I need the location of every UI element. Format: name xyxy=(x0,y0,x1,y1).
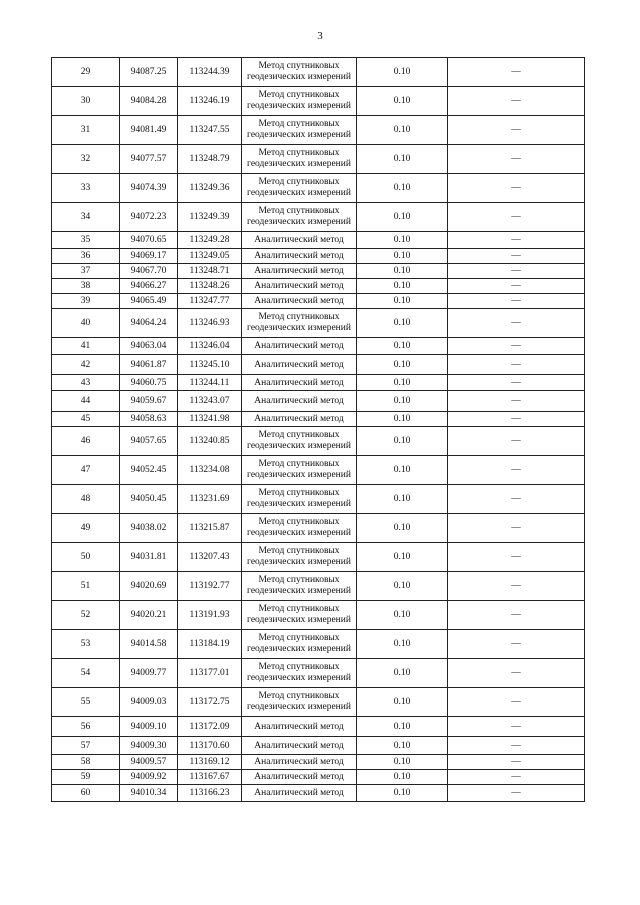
accuracy-cell: 0.10 xyxy=(357,249,448,264)
y-coordinate-cell: 113240.85 xyxy=(178,427,242,456)
method-cell: Метод спутниковых геодезических измерений xyxy=(242,543,357,572)
x-coordinate-cell: 94052.45 xyxy=(120,456,178,485)
table-row xyxy=(52,355,585,375)
x-coordinate-cell: 94010.34 xyxy=(120,785,178,802)
table-row xyxy=(52,543,585,572)
point-number-cell: 34 xyxy=(52,203,120,232)
extra-cell: — xyxy=(448,375,585,391)
x-coordinate-cell: 94031.81 xyxy=(120,543,178,572)
y-coordinate-cell: 113248.79 xyxy=(178,145,242,174)
table-row xyxy=(52,770,585,785)
point-number-cell: 43 xyxy=(52,375,120,391)
x-coordinate-cell: 94009.03 xyxy=(120,688,178,717)
method-cell: Метод спутниковых геодезических измерений xyxy=(242,630,357,659)
point-number-cell: 50 xyxy=(52,543,120,572)
point-number-cell: 38 xyxy=(52,279,120,294)
method-cell: Метод спутниковых геодезических измерений xyxy=(242,116,357,145)
x-coordinate-cell: 94070.65 xyxy=(120,232,178,249)
table-row xyxy=(52,338,585,355)
table-row xyxy=(52,717,585,737)
method-cell: Метод спутниковых геодезических измерений xyxy=(242,58,357,87)
accuracy-cell: 0.10 xyxy=(357,264,448,279)
extra-cell: — xyxy=(448,485,585,514)
extra-cell: — xyxy=(448,249,585,264)
method-cell: Метод спутниковых геодезических измерений xyxy=(242,203,357,232)
table-row xyxy=(52,391,585,412)
y-coordinate-cell: 113207.43 xyxy=(178,543,242,572)
table-row xyxy=(52,630,585,659)
x-coordinate-cell: 94057.65 xyxy=(120,427,178,456)
method-cell: Метод спутниковых геодезических измерений xyxy=(242,174,357,203)
accuracy-cell: 0.10 xyxy=(357,355,448,375)
point-number-cell: 30 xyxy=(52,87,120,116)
y-coordinate-cell: 113249.36 xyxy=(178,174,242,203)
table-row xyxy=(52,601,585,630)
y-coordinate-cell: 113231.69 xyxy=(178,485,242,514)
method-cell: Метод спутниковых геодезических измерений xyxy=(242,514,357,543)
coordinates-table xyxy=(51,57,585,802)
table-row xyxy=(52,279,585,294)
x-coordinate-cell: 94020.21 xyxy=(120,601,178,630)
accuracy-cell: 0.10 xyxy=(357,203,448,232)
extra-cell: — xyxy=(448,630,585,659)
table-row xyxy=(52,688,585,717)
extra-cell: — xyxy=(448,770,585,785)
extra-cell: — xyxy=(448,737,585,755)
point-number-cell: 29 xyxy=(52,58,120,87)
table-row xyxy=(52,58,585,87)
y-coordinate-cell: 113191.93 xyxy=(178,601,242,630)
x-coordinate-cell: 94066.27 xyxy=(120,279,178,294)
y-coordinate-cell: 113172.75 xyxy=(178,688,242,717)
point-number-cell: 44 xyxy=(52,391,120,412)
x-coordinate-cell: 94050.45 xyxy=(120,485,178,514)
x-coordinate-cell: 94069.17 xyxy=(120,249,178,264)
point-number-cell: 54 xyxy=(52,659,120,688)
extra-cell: — xyxy=(448,412,585,427)
method-cell: Аналитический метод xyxy=(242,737,357,755)
method-cell: Аналитический метод xyxy=(242,391,357,412)
table-row xyxy=(52,785,585,802)
method-cell: Метод спутниковых геодезических измерений xyxy=(242,572,357,601)
x-coordinate-cell: 94009.92 xyxy=(120,770,178,785)
y-coordinate-cell: 113170.60 xyxy=(178,737,242,755)
point-number-cell: 37 xyxy=(52,264,120,279)
table-row xyxy=(52,203,585,232)
extra-cell: — xyxy=(448,717,585,737)
point-number-cell: 56 xyxy=(52,717,120,737)
accuracy-cell: 0.10 xyxy=(357,412,448,427)
y-coordinate-cell: 113192.77 xyxy=(178,572,242,601)
method-cell: Метод спутниковых геодезических измерений xyxy=(242,87,357,116)
extra-cell: — xyxy=(448,279,585,294)
x-coordinate-cell: 94061.87 xyxy=(120,355,178,375)
x-coordinate-cell: 94081.49 xyxy=(120,116,178,145)
y-coordinate-cell: 113247.77 xyxy=(178,294,242,309)
extra-cell: — xyxy=(448,116,585,145)
y-coordinate-cell: 113248.71 xyxy=(178,264,242,279)
x-coordinate-cell: 94065.49 xyxy=(120,294,178,309)
accuracy-cell: 0.10 xyxy=(357,427,448,456)
accuracy-cell: 0.10 xyxy=(357,338,448,355)
accuracy-cell: 0.10 xyxy=(357,737,448,755)
accuracy-cell: 0.10 xyxy=(357,688,448,717)
x-coordinate-cell: 94074.39 xyxy=(120,174,178,203)
accuracy-cell: 0.10 xyxy=(357,659,448,688)
extra-cell: — xyxy=(448,659,585,688)
table-row xyxy=(52,456,585,485)
method-cell: Аналитический метод xyxy=(242,355,357,375)
extra-cell: — xyxy=(448,391,585,412)
table-row xyxy=(52,737,585,755)
method-cell: Аналитический метод xyxy=(242,249,357,264)
accuracy-cell: 0.10 xyxy=(357,375,448,391)
y-coordinate-cell: 113244.11 xyxy=(178,375,242,391)
extra-cell: — xyxy=(448,755,585,770)
x-coordinate-cell: 94009.57 xyxy=(120,755,178,770)
table-row xyxy=(52,427,585,456)
extra-cell: — xyxy=(448,688,585,717)
table-row xyxy=(52,514,585,543)
x-coordinate-cell: 94077.57 xyxy=(120,145,178,174)
accuracy-cell: 0.10 xyxy=(357,755,448,770)
x-coordinate-cell: 94009.10 xyxy=(120,717,178,737)
x-coordinate-cell: 94063.04 xyxy=(120,338,178,355)
x-coordinate-cell: 94038.02 xyxy=(120,514,178,543)
x-coordinate-cell: 94087.25 xyxy=(120,58,178,87)
method-cell: Аналитический метод xyxy=(242,785,357,802)
point-number-cell: 32 xyxy=(52,145,120,174)
x-coordinate-cell: 94020.69 xyxy=(120,572,178,601)
y-coordinate-cell: 113248.26 xyxy=(178,279,242,294)
accuracy-cell: 0.10 xyxy=(357,630,448,659)
x-coordinate-cell: 94084.28 xyxy=(120,87,178,116)
y-coordinate-cell: 113246.93 xyxy=(178,309,242,338)
extra-cell: — xyxy=(448,264,585,279)
method-cell: Метод спутниковых геодезических измерений xyxy=(242,601,357,630)
point-number-cell: 51 xyxy=(52,572,120,601)
accuracy-cell: 0.10 xyxy=(357,116,448,145)
accuracy-cell: 0.10 xyxy=(357,87,448,116)
point-number-cell: 57 xyxy=(52,737,120,755)
extra-cell: — xyxy=(448,294,585,309)
method-cell: Аналитический метод xyxy=(242,412,357,427)
accuracy-cell: 0.10 xyxy=(357,572,448,601)
method-cell: Метод спутниковых геодезических измерений xyxy=(242,427,357,456)
x-coordinate-cell: 94060.75 xyxy=(120,375,178,391)
point-number-cell: 60 xyxy=(52,785,120,802)
table-row xyxy=(52,659,585,688)
y-coordinate-cell: 113249.28 xyxy=(178,232,242,249)
method-cell: Аналитический метод xyxy=(242,375,357,391)
extra-cell: — xyxy=(448,514,585,543)
method-cell: Метод спутниковых геодезических измерений xyxy=(242,659,357,688)
x-coordinate-cell: 94067.70 xyxy=(120,264,178,279)
point-number-cell: 58 xyxy=(52,755,120,770)
y-coordinate-cell: 113234.08 xyxy=(178,456,242,485)
extra-cell: — xyxy=(448,572,585,601)
table-row xyxy=(52,249,585,264)
point-number-cell: 35 xyxy=(52,232,120,249)
method-cell: Метод спутниковых геодезических измерений xyxy=(242,456,357,485)
table-row xyxy=(52,232,585,249)
y-coordinate-cell: 113177.01 xyxy=(178,659,242,688)
extra-cell: — xyxy=(448,232,585,249)
method-cell: Аналитический метод xyxy=(242,770,357,785)
y-coordinate-cell: 113172.09 xyxy=(178,717,242,737)
extra-cell: — xyxy=(448,203,585,232)
y-coordinate-cell: 113241.98 xyxy=(178,412,242,427)
y-coordinate-cell: 113246.19 xyxy=(178,87,242,116)
point-number-cell: 47 xyxy=(52,456,120,485)
extra-cell: — xyxy=(448,456,585,485)
extra-cell: — xyxy=(448,145,585,174)
table-row xyxy=(52,174,585,203)
point-number-cell: 40 xyxy=(52,309,120,338)
extra-cell: — xyxy=(448,58,585,87)
y-coordinate-cell: 113246.04 xyxy=(178,338,242,355)
accuracy-cell: 0.10 xyxy=(357,456,448,485)
method-cell: Аналитический метод xyxy=(242,279,357,294)
point-number-cell: 53 xyxy=(52,630,120,659)
point-number-cell: 36 xyxy=(52,249,120,264)
point-number-cell: 49 xyxy=(52,514,120,543)
x-coordinate-cell: 94064.24 xyxy=(120,309,178,338)
x-coordinate-cell: 94009.77 xyxy=(120,659,178,688)
point-number-cell: 59 xyxy=(52,770,120,785)
accuracy-cell: 0.10 xyxy=(357,717,448,737)
method-cell: Метод спутниковых геодезических измерений xyxy=(242,485,357,514)
y-coordinate-cell: 113244.39 xyxy=(178,58,242,87)
accuracy-cell: 0.10 xyxy=(357,485,448,514)
point-number-cell: 55 xyxy=(52,688,120,717)
accuracy-cell: 0.10 xyxy=(357,174,448,203)
extra-cell: — xyxy=(448,427,585,456)
point-number-cell: 46 xyxy=(52,427,120,456)
extra-cell: — xyxy=(448,355,585,375)
extra-cell: — xyxy=(448,785,585,802)
y-coordinate-cell: 113247.55 xyxy=(178,116,242,145)
x-coordinate-cell: 94059.67 xyxy=(120,391,178,412)
table-row xyxy=(52,87,585,116)
point-number-cell: 33 xyxy=(52,174,120,203)
method-cell: Аналитический метод xyxy=(242,755,357,770)
y-coordinate-cell: 113249.05 xyxy=(178,249,242,264)
method-cell: Метод спутниковых геодезических измерений xyxy=(242,688,357,717)
point-number-cell: 45 xyxy=(52,412,120,427)
point-number-cell: 42 xyxy=(52,355,120,375)
y-coordinate-cell: 113215.87 xyxy=(178,514,242,543)
table-row xyxy=(52,755,585,770)
x-coordinate-cell: 94014.58 xyxy=(120,630,178,659)
table-row xyxy=(52,485,585,514)
method-cell: Аналитический метод xyxy=(242,294,357,309)
table-row xyxy=(52,375,585,391)
y-coordinate-cell: 113249.39 xyxy=(178,203,242,232)
y-coordinate-cell: 113243.07 xyxy=(178,391,242,412)
table-row xyxy=(52,145,585,174)
point-number-cell: 31 xyxy=(52,116,120,145)
accuracy-cell: 0.10 xyxy=(357,294,448,309)
method-cell: Метод спутниковых геодезических измерений xyxy=(242,309,357,338)
accuracy-cell: 0.10 xyxy=(357,543,448,572)
method-cell: Аналитический метод xyxy=(242,232,357,249)
coordinates-table-body xyxy=(52,58,585,802)
extra-cell: — xyxy=(448,543,585,572)
table-row xyxy=(52,116,585,145)
extra-cell: — xyxy=(448,174,585,203)
extra-cell: — xyxy=(448,309,585,338)
accuracy-cell: 0.10 xyxy=(357,58,448,87)
accuracy-cell: 0.10 xyxy=(357,391,448,412)
extra-cell: — xyxy=(448,338,585,355)
accuracy-cell: 0.10 xyxy=(357,309,448,338)
accuracy-cell: 0.10 xyxy=(357,232,448,249)
table-row xyxy=(52,412,585,427)
point-number-cell: 39 xyxy=(52,294,120,309)
y-coordinate-cell: 113166.23 xyxy=(178,785,242,802)
method-cell: Метод спутниковых геодезических измерений xyxy=(242,145,357,174)
y-coordinate-cell: 113169.12 xyxy=(178,755,242,770)
table-row xyxy=(52,309,585,338)
point-number-cell: 48 xyxy=(52,485,120,514)
y-coordinate-cell: 113167.67 xyxy=(178,770,242,785)
x-coordinate-cell: 94058.63 xyxy=(120,412,178,427)
point-number-cell: 52 xyxy=(52,601,120,630)
accuracy-cell: 0.10 xyxy=(357,601,448,630)
accuracy-cell: 0.10 xyxy=(357,785,448,802)
table-row xyxy=(52,294,585,309)
method-cell: Аналитический метод xyxy=(242,717,357,737)
extra-cell: — xyxy=(448,87,585,116)
x-coordinate-cell: 94072.23 xyxy=(120,203,178,232)
accuracy-cell: 0.10 xyxy=(357,279,448,294)
table-row xyxy=(52,264,585,279)
accuracy-cell: 0.10 xyxy=(357,145,448,174)
x-coordinate-cell: 94009.30 xyxy=(120,737,178,755)
y-coordinate-cell: 113184.19 xyxy=(178,630,242,659)
y-coordinate-cell: 113245.10 xyxy=(178,355,242,375)
table-row xyxy=(52,572,585,601)
accuracy-cell: 0.10 xyxy=(357,770,448,785)
method-cell: Аналитический метод xyxy=(242,338,357,355)
accuracy-cell: 0.10 xyxy=(357,514,448,543)
page-number: 3 xyxy=(317,30,323,42)
point-number-cell: 41 xyxy=(52,338,120,355)
method-cell: Аналитический метод xyxy=(242,264,357,279)
extra-cell: — xyxy=(448,601,585,630)
